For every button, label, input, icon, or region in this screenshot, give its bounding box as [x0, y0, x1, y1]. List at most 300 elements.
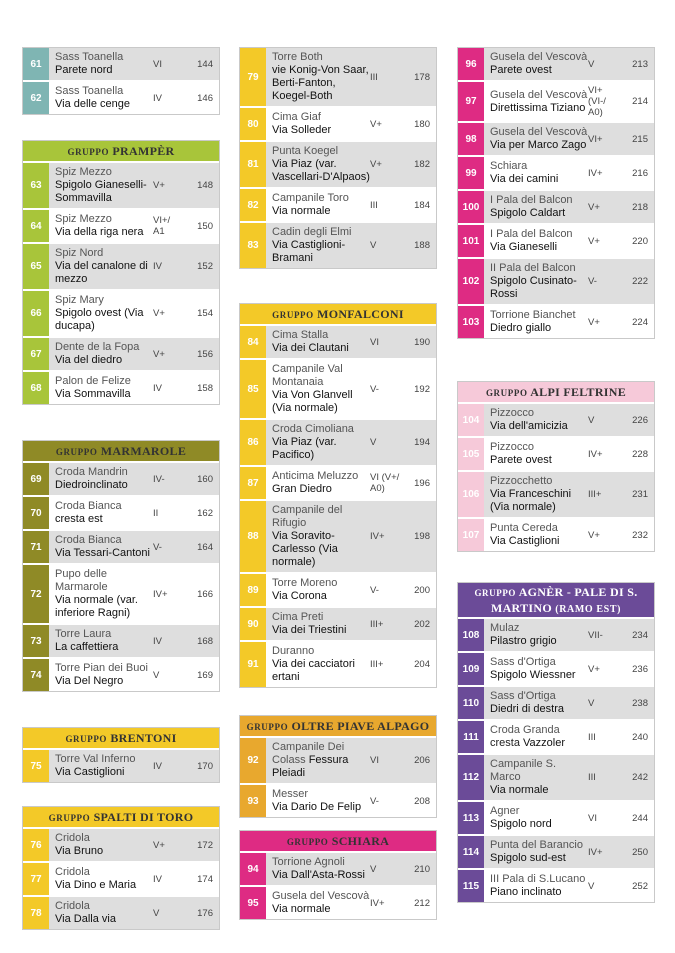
route-grade: III: [588, 731, 596, 743]
route-name: vie Konig-Von Saar, Berti-Fanton, Koegel-Both: [272, 64, 369, 102]
group-block: [457, 381, 655, 552]
route-row: [458, 48, 654, 80]
route-name: Via Solleder: [272, 124, 332, 136]
route-body: [266, 887, 436, 919]
route-number: 66: [23, 291, 49, 336]
route-row: [23, 48, 219, 80]
page-number: 169: [197, 669, 213, 681]
route-row: [23, 895, 219, 929]
route-name: Via dei cacciatori ertani: [272, 658, 355, 683]
peak-name: Gusela del Vescovà: [272, 890, 370, 902]
route-name: Via Corona: [272, 590, 327, 602]
page-number: 212: [414, 897, 430, 909]
page-number: 250: [632, 846, 648, 858]
route-grade: V: [153, 669, 160, 681]
group-top-2: [239, 47, 437, 269]
route-number: 82: [240, 189, 266, 221]
route-number: 95: [240, 887, 266, 919]
route-number: 106: [458, 472, 484, 517]
route-grade: IV: [153, 261, 162, 272]
route-text: [272, 145, 370, 184]
peak-name: Cima Preti: [272, 611, 324, 623]
route-grade: V: [588, 697, 595, 709]
route-text: [490, 522, 588, 548]
route-number: 103: [458, 306, 484, 338]
route-row: [23, 336, 219, 370]
route-grade: III+: [588, 489, 602, 500]
route-number: 115: [458, 870, 484, 902]
route-body: [266, 501, 436, 572]
page-number: 150: [197, 220, 213, 232]
route-number: 92: [240, 738, 266, 783]
peak-name: Torre Pian dei Buoi: [55, 662, 148, 674]
page-number: 166: [197, 588, 213, 600]
page-number: 222: [632, 276, 648, 287]
route-grade: IV: [153, 873, 162, 885]
route-grade: V-: [153, 541, 162, 553]
page-number: 206: [414, 755, 430, 766]
route-row: [23, 748, 219, 782]
group-header: [240, 831, 436, 851]
route-name: Gran Diedro: [272, 483, 332, 495]
route-body: [49, 531, 219, 563]
route-name: Via Piaz (var. Vascellari-D'Alpaos): [272, 158, 370, 183]
route-name: Parete ovest: [490, 64, 552, 76]
route-text: [490, 622, 588, 648]
group-name: SPALTI DI TORO: [93, 810, 194, 824]
route-number: 85: [240, 360, 266, 418]
route-name: Via normale (var. inferiore Ragni): [55, 594, 138, 619]
route-grade: IV+: [153, 588, 168, 600]
route-number: 89: [240, 574, 266, 606]
route-number: 77: [23, 863, 49, 895]
route-name: Pilastro grigio: [490, 635, 557, 647]
route-name: Via Dall'Asta-Rossi: [272, 869, 365, 881]
peak-name: Torre Laura: [55, 628, 112, 640]
peak-name: Spiz Mezzo: [55, 166, 112, 178]
route-name: Via del diedro: [55, 354, 123, 366]
route-text: [55, 466, 153, 492]
group-top-1: [22, 47, 220, 115]
route-text: [490, 441, 588, 467]
route-text: [272, 329, 370, 355]
group-agner-pale-di-s-martino: [457, 582, 655, 903]
group-block: [239, 830, 437, 920]
route-row: [240, 358, 436, 418]
route-grade: V: [588, 880, 595, 892]
group-header: [458, 583, 654, 617]
route-text: [55, 213, 153, 239]
route-grade: VI (V+/ A0): [370, 472, 400, 494]
route-number: 114: [458, 836, 484, 868]
route-row: [240, 187, 436, 221]
route-grade: III+: [370, 618, 384, 630]
route-grade: IV+: [370, 897, 385, 909]
peak-name: Croda Mandrin: [55, 466, 128, 478]
page-number: 244: [632, 812, 648, 824]
route-row: [240, 465, 436, 499]
page-number: 236: [632, 663, 648, 675]
route-body: [49, 82, 219, 114]
group-header: [23, 141, 219, 161]
route-text: [272, 423, 370, 462]
route-number: 109: [458, 653, 484, 685]
peak-name: Campanile Toro: [272, 192, 349, 204]
group-name: BRENTONI: [110, 731, 177, 745]
route-name: Via Piaz (var. Pacifico): [272, 436, 337, 461]
route-name: Via del canalone di mezzo: [55, 260, 148, 285]
route-text: [272, 470, 370, 496]
route-grade: IV-: [153, 473, 165, 485]
route-body: [484, 157, 654, 189]
route-grade: VI: [370, 755, 379, 766]
route-row: [240, 606, 436, 640]
route-grade: V-: [370, 584, 379, 596]
route-row: [458, 121, 654, 155]
group-name: AGNÈR - PALE DI S. MARTINO: [490, 585, 638, 615]
route-row: [23, 657, 219, 691]
group-header: [458, 382, 654, 402]
peak-name: Agner: [490, 805, 520, 817]
route-row: [458, 834, 654, 868]
route-text: [490, 656, 588, 682]
page-number: 214: [632, 96, 648, 107]
page-number: 216: [632, 167, 648, 179]
page-number: 213: [632, 58, 648, 70]
peak-name: Pupo delle Marmarole: [55, 568, 108, 593]
route-name: Diedri di destra: [490, 703, 564, 715]
route-text: [272, 788, 370, 814]
route-body: [266, 108, 436, 140]
route-text: [490, 194, 588, 220]
route-text: [55, 294, 153, 333]
route-text: [55, 500, 153, 526]
route-row: [240, 221, 436, 268]
peak-name: I Pala del Balcon: [490, 194, 573, 206]
page-number: 240: [632, 731, 648, 743]
route-text: [490, 839, 588, 865]
route-grade: V+: [153, 348, 165, 360]
route-name: Diedroinclinato: [55, 479, 128, 491]
route-number: 102: [458, 259, 484, 304]
peak-name: Sass d'Ortiga: [490, 690, 556, 702]
route-body: [49, 897, 219, 929]
group-block: [239, 715, 437, 818]
route-body: [266, 360, 436, 418]
route-row: [240, 736, 436, 783]
route-number: 69: [23, 463, 49, 495]
route-body: [266, 853, 436, 885]
route-grade: VI+: [588, 133, 603, 145]
page-number: 224: [632, 316, 648, 328]
route-grade: IV: [153, 92, 162, 104]
route-body: [266, 142, 436, 187]
route-text: [272, 504, 370, 569]
peak-name: Sass Toanella: [55, 85, 124, 97]
route-grade: IV+: [588, 167, 603, 179]
page-number: 174: [197, 873, 213, 885]
route-text: [55, 662, 153, 688]
group-block: [22, 140, 220, 405]
route-text: [490, 758, 588, 797]
route-text: [490, 228, 588, 254]
route-number: 111: [458, 721, 484, 753]
page-number: 192: [414, 383, 430, 395]
peak-name: Palon de Felize: [55, 375, 131, 387]
route-body: [266, 420, 436, 465]
route-body: [484, 721, 654, 753]
page-number: 144: [197, 58, 213, 70]
route-body: [49, 291, 219, 336]
route-row: [23, 623, 219, 657]
route-row: [240, 885, 436, 919]
group-header: [23, 728, 219, 748]
page-number: 190: [414, 336, 430, 348]
route-text: [490, 690, 588, 716]
route-grade: V+: [588, 529, 600, 541]
route-number: 90: [240, 608, 266, 640]
route-name: Via Castiglioni: [490, 535, 560, 547]
route-number: 71: [23, 531, 49, 563]
peak-name: Spiz Mary: [55, 294, 104, 306]
route-row: [240, 851, 436, 885]
route-text: [55, 375, 153, 401]
route-text: [55, 51, 153, 77]
route-name: Via dei Triestini: [272, 624, 347, 636]
route-number: 63: [23, 163, 49, 208]
route-text: [272, 645, 370, 684]
route-row: [458, 155, 654, 189]
peak-name: Torrione Bianchet: [490, 309, 576, 321]
group-name: ALPI FELTRINE: [530, 385, 627, 399]
peak-name: Mulaz: [490, 622, 520, 634]
page-number: 182: [414, 159, 430, 170]
group-block: [239, 303, 437, 688]
route-row: [458, 189, 654, 223]
route-grade: IV+: [588, 448, 603, 460]
route-text: [490, 89, 588, 115]
peak-name: Punta del Barancio: [490, 839, 583, 851]
route-number: 100: [458, 191, 484, 223]
peak-name: Gusela del Vescovà: [490, 88, 588, 101]
route-grade: V+: [153, 180, 165, 191]
route-body: [49, 244, 219, 289]
route-grade: V-: [370, 383, 379, 395]
group-prefix: GRUPPO: [67, 147, 110, 157]
peak-name: Gusela del Vescovà: [490, 51, 588, 63]
route-text: [272, 363, 370, 415]
route-row: [240, 140, 436, 187]
route-body: [266, 785, 436, 817]
group-alpi-feltrine: [457, 381, 655, 552]
group-oltre-piave-alpago: [239, 715, 437, 818]
route-body: [266, 189, 436, 221]
route-text: [55, 900, 153, 926]
group-name: OLTRE PIAVE ALPAGO: [291, 719, 430, 733]
route-row: [240, 418, 436, 465]
page-number: 204: [414, 659, 430, 670]
route-body: [49, 829, 219, 861]
route-row: [458, 753, 654, 800]
route-name: Via Del Negro: [55, 675, 124, 687]
route-body: [484, 755, 654, 800]
route-body: [484, 48, 654, 80]
route-text: [272, 856, 370, 882]
route-text: [490, 407, 588, 433]
route-row: [458, 257, 654, 304]
route-body: [266, 738, 436, 783]
route-grade: V: [370, 240, 377, 251]
route-body: [49, 163, 219, 208]
route-grade: V+: [370, 118, 382, 130]
route-grade: V-: [588, 276, 597, 287]
route-name: Via Castiglioni: [55, 766, 125, 778]
route-body: [484, 472, 654, 517]
route-body: [484, 259, 654, 304]
route-row: [23, 161, 219, 208]
route-grade: V+: [153, 308, 165, 319]
route-grade: V: [588, 58, 595, 70]
page-number: 152: [197, 261, 213, 272]
route-name: Spigolo Caldart: [490, 207, 566, 219]
group-top-3: [457, 47, 655, 339]
group-block: [22, 47, 220, 115]
route-number: 99: [458, 157, 484, 189]
peak-name: Campanile S. Marco: [490, 758, 557, 783]
page-number: 194: [414, 437, 430, 448]
peak-name: Cridola: [55, 832, 90, 844]
route-body: [484, 870, 654, 902]
route-grade: IV+: [370, 531, 385, 542]
route-row: [240, 499, 436, 572]
route-row: [458, 223, 654, 257]
route-grade: V: [370, 437, 377, 448]
route-grade: V+: [588, 663, 600, 675]
route-grade: V+: [588, 201, 600, 213]
route-row: [458, 402, 654, 436]
route-number: 86: [240, 420, 266, 465]
route-text: [490, 126, 588, 152]
route-name: Spigolo ovest (Via ducapa): [55, 307, 144, 332]
route-text: [272, 611, 370, 637]
group-prefix: GRUPPO: [48, 813, 91, 823]
route-number: 83: [240, 223, 266, 268]
group-prefix: GRUPPO: [65, 734, 108, 744]
route-row: [458, 470, 654, 517]
route-grade: VII-: [588, 629, 603, 641]
group-block: [457, 47, 655, 339]
route-row: [23, 461, 219, 495]
page-number: 148: [197, 180, 213, 191]
group-prefix: GRUPPO: [485, 388, 528, 398]
route-body: [266, 48, 436, 106]
peak-name: Croda Cimoliana: [272, 423, 354, 435]
page-number: 252: [632, 880, 648, 892]
group-prefix: GRUPPO: [272, 310, 314, 320]
route-text: [55, 628, 153, 654]
route-body: [49, 338, 219, 370]
page-number: 232: [632, 529, 648, 541]
route-name: cresta est: [55, 513, 103, 525]
route-text: [272, 192, 370, 218]
page-number: 231: [632, 489, 648, 500]
peak-name: Spiz Mezzo: [55, 213, 112, 225]
page-number: 198: [414, 531, 430, 542]
route-text: [490, 309, 588, 335]
page-number: 178: [414, 71, 430, 83]
group-name: MONFALCONI: [317, 307, 404, 321]
route-number: 113: [458, 802, 484, 834]
route-number: 110: [458, 687, 484, 719]
route-grade: VI+ (VI-/ A0): [588, 85, 606, 118]
route-row: [23, 529, 219, 563]
route-grade: V+: [370, 159, 382, 170]
route-grade: VI: [588, 812, 597, 824]
peak-name: Cridola: [55, 900, 90, 912]
route-number: 107: [458, 519, 484, 551]
route-row: [240, 640, 436, 687]
group-pramper: [22, 140, 220, 405]
route-name: La caffettiera: [55, 641, 119, 653]
route-text: [490, 724, 588, 750]
route-number: 80: [240, 108, 266, 140]
peak-name: Sass d'Ortiga: [490, 656, 556, 668]
route-row: [458, 651, 654, 685]
route-row: [458, 517, 654, 551]
page-number: 172: [197, 839, 213, 851]
route-prefix: cresta: [490, 737, 524, 749]
route-name: Via Gianeselli: [490, 241, 558, 253]
group-block: [457, 582, 655, 903]
route-name: Via normale: [272, 205, 331, 217]
page-number: 242: [632, 772, 648, 783]
group-marmarole: [22, 440, 220, 692]
peak-name: Cridola: [55, 866, 90, 878]
route-body: [266, 467, 436, 499]
route-number: 112: [458, 755, 484, 800]
route-row: [458, 800, 654, 834]
route-number: 97: [458, 82, 484, 121]
route-row: [23, 289, 219, 336]
route-text: [272, 741, 370, 780]
route-text: [272, 51, 370, 103]
page-number: 200: [414, 584, 430, 596]
peak-name: II Pala del Balcon: [490, 262, 576, 274]
group-block: [22, 440, 220, 692]
route-name: Via delle cenge: [55, 98, 131, 110]
route-row: [458, 304, 654, 338]
route-grade: II: [153, 507, 159, 519]
route-row: [458, 436, 654, 470]
peak-name: Punta Cereda: [490, 522, 558, 534]
route-number: 88: [240, 501, 266, 572]
route-row: [23, 80, 219, 114]
route-row: [240, 324, 436, 358]
peak-name: I Pala del Balcon: [490, 228, 573, 240]
route-text: [490, 160, 588, 186]
route-name: Spigolo sud-est: [490, 852, 566, 864]
route-text: [55, 341, 153, 367]
page-number: 196: [414, 477, 430, 489]
route-grade: V+: [153, 839, 165, 851]
route-body: [266, 326, 436, 358]
group-brentoni: [22, 727, 220, 783]
group-block: [22, 806, 220, 930]
route-text: [272, 226, 370, 265]
route-text: [55, 753, 153, 779]
route-name: Via Sommavilla: [55, 388, 131, 400]
route-grade: V-: [370, 795, 379, 807]
